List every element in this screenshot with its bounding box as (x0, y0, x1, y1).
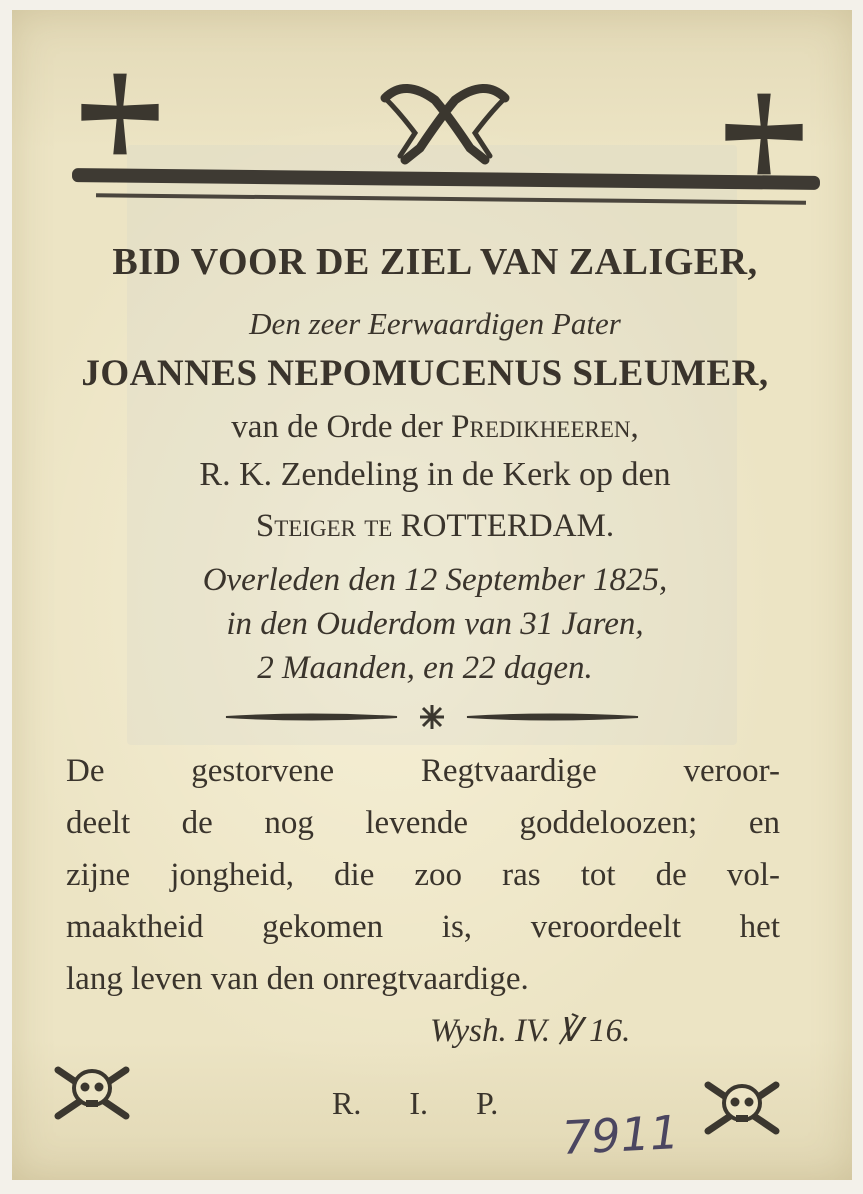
title-pater: Den zeer Eerwaardigen Pater (249, 306, 621, 341)
flourish-divider-icon (222, 700, 642, 734)
scripture-citation (430, 1010, 630, 1050)
mission-line: R. K. Zendeling in de Kerk op den (199, 456, 671, 493)
crossed-ribbon-icon (375, 78, 515, 168)
rip-text: R. I. P. (332, 1085, 499, 1121)
order-line (50, 409, 820, 446)
inventory-number: 7911 (560, 1104, 681, 1166)
verse-line: deelt de nog levende goddeloozen; en (66, 805, 780, 841)
skull-crossbones-icon (50, 1060, 134, 1124)
verse-line: maaktheid gekomen is, veroordeelt het (66, 909, 780, 945)
verse-line: lang leven van den onregtvaardige. (66, 961, 529, 997)
age-months-days: 2 Maanden, en 22 dagen. (257, 650, 593, 686)
heading-pray: BID VOOR DE ZIEL VAN ZALIGER, (112, 241, 758, 283)
age-years: in den Ouderdom van 31 Jaren, (226, 606, 644, 642)
place-prefix: Steiger te (255, 508, 401, 544)
citation-text: Wysh. IV. ℣ 16. (430, 1013, 631, 1049)
verse-line: De gestorvene Regtvaardige veroor- (66, 753, 780, 789)
verse-line: zijne jongheid, die zoo ras tot de vol- (66, 857, 780, 893)
order-prefix: van de Orde der (231, 409, 452, 445)
order-suffix: , (630, 409, 639, 445)
place-city: ROTTERDAM. (400, 508, 615, 544)
order-name: Predikheeren (451, 409, 631, 445)
deceased-name: JOANNES NEPOMUCENUS SLEUMER, (81, 353, 769, 394)
skull-crossbones-icon (700, 1075, 784, 1139)
place-line (50, 508, 820, 545)
cross-pattee-icon (722, 92, 806, 176)
death-date: Overleden den 12 September 1825, (202, 562, 668, 598)
cross-pattee-icon (78, 72, 162, 156)
